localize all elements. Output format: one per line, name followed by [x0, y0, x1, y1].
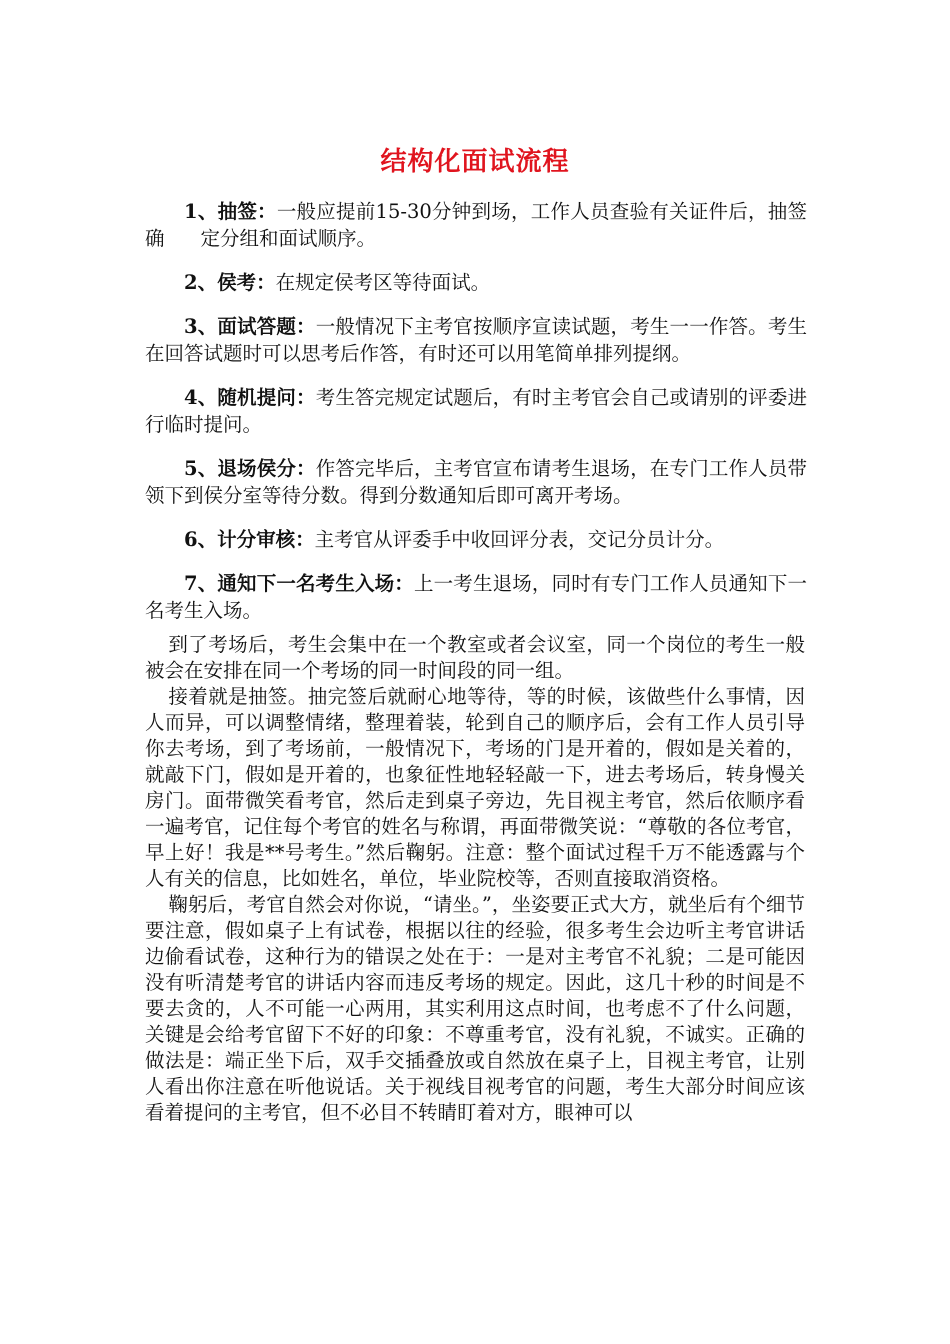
step-label: 5、退场侯分：	[184, 457, 316, 480]
step-text-continued: 定分组和面试顺序。	[200, 227, 377, 250]
step-item	[145, 384, 807, 438]
step-item	[145, 198, 807, 252]
step-text: 上一考生退场，同时有专门工作人员通知下一名考生入场。	[145, 572, 807, 622]
paragraph: 接着就是抽签。抽完签后就耐心地等待，等的时候，该做些什么事情，因人而异，可以调整情绪，整理着装，轮到自己的顺序后，会有工作人员引导你去考场，到了考场前，一般情况下，考场的门是开着的，假如是关着的，就敲下门，假如是开着的，也象征性地轻轻敲一下，进去考场后，转身慢关房门。面带微笑看考官，然后走到桌子旁边，先目视主考官，然后依顺序看一遍考官，记住每个考官的姓名与称谓，再面带微笑说：“尊敬的各位考官，早上好！我是**号考生。”然后鞠躬。注意：整个面试过程千万不能透露与个人有关的信息，比如姓名，单位，毕业院校等，否则直接取消资格。	[145, 685, 805, 890]
paragraph: 鞠躬后，考官自然会对你说，“请坐。”，坐姿要正式大方，就坐后有个细节要注意，假如桌子上有试卷，根据以往的经验，很多考生会边听主考官讲话边偷看试卷，这种行为的错误之处在于：一是对主考官不礼貌；二是可能因没有听清楚考官的讲话内容而违反考场的规定。因此，这几十秒的时间是不要去贪的，人不可能一心两用，其实利用这点时间，也考虑不了什么问题，关键是会给考官留下不好的印象：不尊重考官，没有礼貌，不诚实。正确的做法是：端正坐下后，双手交插叠放或自然放在桌子上，目视主考官，让别人看出你注意在听他说话。关于视线目视考官的问题，考生大部分时间应该看着提问的主考官，但不必目不转睛盯着对方，眼神可以	[145, 893, 805, 1124]
step-item	[145, 455, 807, 509]
step-item	[145, 269, 807, 296]
document-title: 结构化面试流程	[380, 147, 570, 177]
step-text: 一般情况下主考官按顺序宣读试题，考生一一作答。考生在回答试题时可以思考后作答，有时还可以用笔简单排列提纲。	[145, 315, 807, 365]
body-text	[145, 632, 805, 1126]
step-text: 考生答完规定试题后，有时主考官会自己或请别的评委进行临时提问。	[145, 386, 807, 436]
step-text: 一般应提前15-30分钟到场，工作人员查验有关证件后，抽签确	[145, 200, 807, 250]
process-steps	[145, 198, 807, 641]
step-text: 在规定侯考区等待面试。	[275, 271, 491, 294]
step-label: 2、侯考：	[184, 271, 276, 294]
step-label: 7、通知下一名考生入场：	[184, 572, 414, 595]
step-label: 3、面试答题：	[184, 315, 316, 338]
step-item	[145, 526, 807, 553]
step-label: 4、随机提问：	[184, 386, 316, 409]
step-item	[145, 570, 807, 624]
step-label: 1、抽签：	[184, 200, 277, 223]
step-item	[145, 313, 807, 367]
step-text: 主考官从评委手中收回评分表，交记分员计分。	[314, 528, 725, 551]
step-label: 6、计分审核：	[184, 528, 315, 551]
step-text: 作答完毕后，主考官宣布请考生退场，在专门工作人员带领下到侯分室等待分数。得到分数通知后即可离开考场。	[145, 457, 807, 507]
paragraph: 到了考场后，考生会集中在一个教室或者会议室，同一个岗位的考生一般被会在安排在同一个考场的同一时间段的同一组。	[145, 633, 805, 682]
